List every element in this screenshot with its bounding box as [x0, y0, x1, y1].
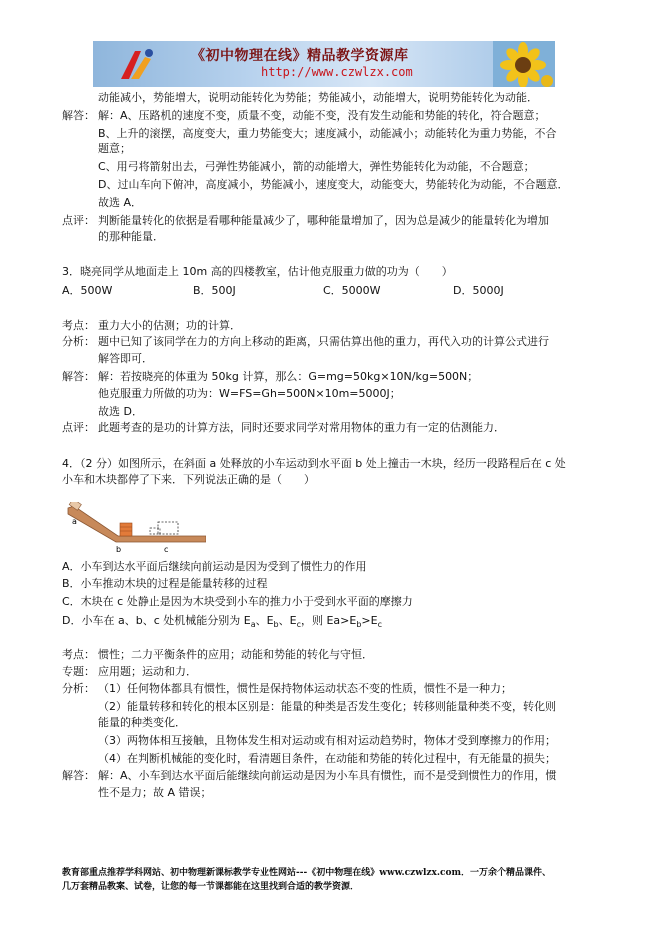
q2-answer-line: 解：A、压路机的速度不变，质量不变，动能不变，没有发生动能和势能的转化，符合题意； — [98, 109, 546, 122]
label-c: c — [164, 545, 169, 554]
q3-kaodian-label: 考点： — [62, 319, 95, 332]
q4-kaodian-label: 考点： — [62, 648, 95, 661]
q4-analysis-label: 分析： — [62, 682, 95, 695]
site-logo-icon — [115, 45, 159, 83]
q3-analysis-line: 解答即可． — [98, 352, 153, 365]
q2-answer-label: 解答： — [62, 109, 95, 122]
q3-answer-line: 解：若按晓亮的体重为 50kg 计算，那么：G=mg=50kg×10N/kg=500N； — [98, 370, 479, 383]
q4-answer-line: 解：A、小车到达水平面后能继续向前运动是因为小车具有惯性，而不是受到惯性力的作用，惯 — [98, 769, 557, 782]
footer-line: 几万套精品教案、试卷，让您的每一节课都能在这里找到合适的教学资源． — [62, 882, 360, 892]
q4-stem-line: 4．（2 分）如图所示，在斜面 a 处释放的小车运动到水平面 b 处上撞击一木块，经历一段路程后在 c 处 — [62, 457, 566, 470]
q4-topic: 应用题；运动和力． — [98, 665, 197, 678]
q3-answer-line: 故选 D． — [98, 405, 143, 418]
q2-answer-line: 故选 A． — [98, 196, 143, 209]
q3-option-a: A．500W — [62, 284, 113, 297]
q2-comment-label: 点评： — [62, 214, 95, 227]
q4-kaodian: 惯性；二力平衡条件的应用；动能和势能的转化与守恒． — [98, 648, 373, 661]
label-b: b — [116, 545, 122, 554]
q2-comment-line: 的那种能量． — [98, 230, 164, 243]
q3-analysis-line: 题中已知了该同学在力的方向上移动的距离，只需估算出他的重力，再代入功的计算公式进行 — [98, 335, 549, 348]
q3-comment: 此题考查的是功的计算方法，同时还要求同学对常用物体的重力有一定的估测能力． — [98, 421, 505, 434]
q4-topic-label: 专题： — [62, 665, 95, 678]
q3-stem: 3．晓亮同学从地面走上 10m 高的四楼教室，估计他克服重力做的功为（ ） — [62, 265, 453, 278]
q4-option-b: B．小车推动木块的过程是能量转移的过程 — [62, 577, 268, 590]
q2-answer-line: 题意； — [98, 142, 131, 155]
q2-answer-line: D、过山车向下俯冲，高度减小，势能减小，速度变大，动能变大，势能转化为动能，不合题意． — [98, 178, 569, 191]
q2-analysis-cont: 动能减小，势能增大，说明动能转化为势能；势能减小，动能增大，说明势能转化为动能． — [98, 91, 538, 104]
wooden-block — [120, 523, 132, 536]
q2-comment-line: 判断能量转化的依据是看哪种能量减少了，哪种能量增加了，因为总是减少的能量转化为增加 — [98, 214, 549, 227]
q3-option-b: B．500J — [193, 284, 236, 297]
q3-kaodian: 重力大小的估测；功的计算． — [98, 319, 241, 332]
banner-url[interactable]: http://www.czwlzx.com — [261, 65, 413, 79]
cart-at-c — [150, 528, 160, 534]
label-a: a — [72, 517, 77, 526]
q4-stem-line: 小车和木块都停了下来．下列说法正确的是（ ） — [62, 473, 315, 486]
incline-ramp — [68, 506, 206, 542]
q4-analysis-line: （1）任何物体都具有惯性，惯性是保持物体运动状态不变的性质，惯性不是一种力； — [98, 682, 512, 695]
q4-option-a: A．小车到达水平面后继续向前运动是因为受到了惯性力的作用 — [62, 560, 367, 573]
q4-option-c: C．木块在 c 处静止是因为木块受到小车的推力小于受到水平面的摩擦力 — [62, 595, 413, 608]
q4-answer-label: 解答： — [62, 769, 95, 782]
q2-answer-line: C、用弓将箭射出去，弓弹性势能减小，箭的动能增大，弹性势能转化为动能，不合题意； — [98, 160, 535, 173]
incline-diagram — [66, 502, 206, 554]
footer-line: 教育部重点推荐学科网站、初中物理新课标教学专业性网站---《初中物理在线》www.czwlzx.com．一万余个精品课件、 — [62, 868, 552, 878]
q4-answer-line: 性不是力；故 A 错误； — [98, 786, 212, 799]
q3-option-d: D．5000J — [453, 284, 504, 297]
q3-answer-line: 他克服重力所做的功为：W=FS=Gh=500N×10m=5000J； — [98, 387, 401, 400]
q4-analysis-line: （4）在判断机械能的变化时，看清题目条件，在动能和势能的转化过程中，有无能量的损失； — [98, 752, 556, 765]
q4-analysis-line: 能量的种类变化． — [98, 716, 186, 729]
q2-answer-line: B、上升的滚摆，高度变大，重力势能变大；速度减小，动能减小；动能转化为重力势能，不合 — [98, 127, 557, 140]
q4-analysis-line: （3）两物体相互接触，且物体发生相对运动或有相对运动趋势时，物体才受到摩擦力的作用； — [98, 734, 556, 747]
header-banner — [93, 41, 555, 87]
q3-answer-label: 解答： — [62, 370, 95, 383]
sunflower-icon — [493, 41, 555, 87]
q3-option-c: C．5000W — [323, 284, 381, 297]
q3-analysis-label: 分析： — [62, 335, 95, 348]
block-at-c — [158, 522, 178, 534]
q3-comment-label: 点评： — [62, 421, 95, 434]
q4-option-d: D．小车在 a、b、c 处机械能分别为 $E_a$、$E_b$、$E_c$，则 $Ea>E_b>E_c$ — [62, 614, 382, 630]
q4-analysis-line: （2）能量转移和转化的根本区别是：能量的种类是否发生变化；转移则能量种类不变，转化则 — [98, 700, 556, 713]
banner-title: 《初中物理在线》精品教学资源库 — [191, 48, 409, 64]
